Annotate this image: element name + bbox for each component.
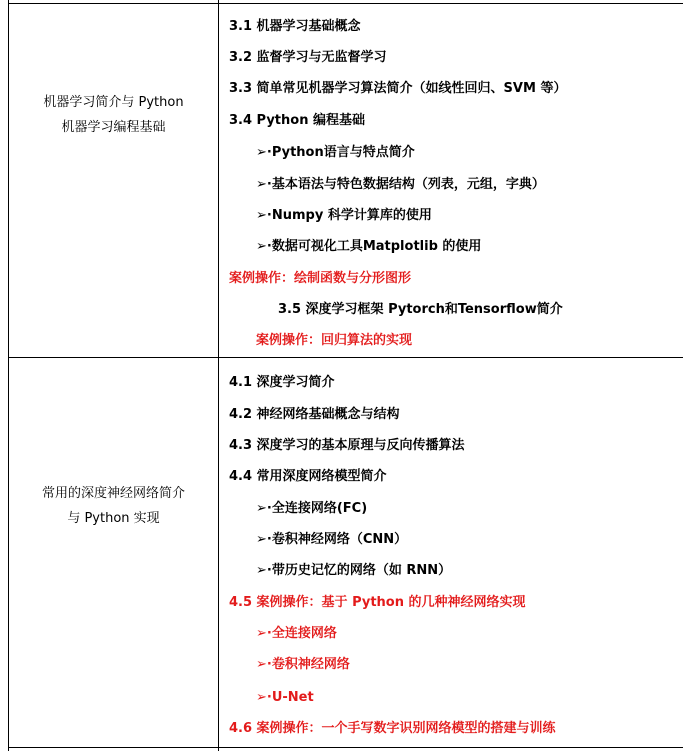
table-top-border — [8, 3, 683, 4]
row-2-item-11: ➢·U-Net — [256, 690, 314, 705]
row-2-topic-line-2: 与 Python 实现 — [67, 511, 160, 526]
row-1-item-6: ➢·基本语法与特色数据结构（列表，元组，字典） — [256, 177, 545, 192]
row-1-item-3: 3.3 简单常见机器学习算法简介（如线性回归、SVM 等） — [229, 81, 567, 96]
row-1-item-4: 3.4 Python 编程基础 — [229, 113, 365, 128]
row-2-item-6: ➢·卷积神经网络（CNN） — [256, 532, 408, 547]
row-2-item-10: ➢·卷积神经网络 — [256, 657, 350, 672]
table-row-divider — [8, 357, 683, 358]
row-1-item-1: 3.1 机器学习基础概念 — [229, 19, 361, 34]
row-2-item-8: 4.5 案例操作：基于 Python 的几种神经网络实现 — [229, 595, 526, 610]
row-2-topic — [9, 481, 218, 531]
row-2-item-1: 4.1 深度学习简介 — [229, 375, 335, 390]
row-1-topic — [9, 90, 218, 140]
row-2-topic-line-1: 常用的深度神经网络简介 — [41, 486, 185, 501]
row-1-topic-line-2: 机器学习编程基础 — [61, 120, 166, 135]
row-1-item-10: 3.5 深度学习框架 Pytorch和Tensorflow简介 — [278, 302, 563, 317]
row-2-item-9: ➢·全连接网络 — [256, 626, 337, 641]
row-1-item-9: 案例操作：绘制函数与分形图形 — [229, 271, 412, 286]
row-1-item-2: 3.2 监督学习与无监督学习 — [229, 50, 387, 65]
row-1-item-11: 案例操作：回归算法的实现 — [256, 333, 413, 348]
row-2-item-4: 4.4 常用深度网络模型简介 — [229, 469, 387, 484]
row-2-item-12: 4.6 案例操作：一个手写数字识别网络模型的搭建与训练 — [229, 721, 556, 736]
row-1-item-5: ➢·Python语言与特点简介 — [256, 145, 415, 160]
row-2-item-3: 4.3 深度学习的基本原理与反向传播算法 — [229, 438, 465, 453]
row-2-item-5: ➢·全连接网络(FC) — [256, 501, 368, 516]
row-2-item-7: ➢·带历史记忆的网络（如 RNN） — [256, 563, 452, 578]
row-1-topic-line-1: 机器学习简介与 Python — [43, 95, 184, 110]
table-column-divider — [218, 0, 219, 751]
row-1-item-8: ➢·数据可视化工具Matplotlib 的使用 — [256, 239, 482, 254]
row-2-item-2: 4.2 神经网络基础概念与结构 — [229, 407, 400, 422]
table-bottom-border — [8, 747, 683, 748]
row-1-item-7: ➢·Numpy 科学计算库的使用 — [256, 208, 432, 223]
